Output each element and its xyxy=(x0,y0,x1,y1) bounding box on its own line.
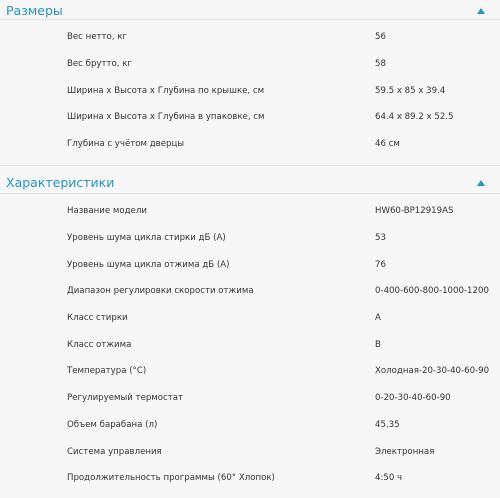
spec-label: Ширина х Высота х Глубина в упаковке, см xyxy=(67,112,265,122)
spec-row xyxy=(0,311,500,338)
spec-value: 64.4 x 89.2 x 52.5 xyxy=(375,112,454,122)
spec-label: Диапазон регулировки скорости отжима xyxy=(67,286,254,296)
spec-label: Глубина с учётом дверцы xyxy=(67,139,185,149)
spec-value: 59.5 x 85 x 39.4 xyxy=(375,86,446,96)
spec-label: Температура (°С) xyxy=(67,366,147,376)
spec-row xyxy=(0,110,500,137)
spec-value: 0-400-600-800-1000-1200 xyxy=(375,286,489,296)
characteristics-section-title: Характеристики xyxy=(6,175,115,190)
spec-label: Продолжительность программы (60° Хлопок) xyxy=(67,473,275,483)
spec-row xyxy=(0,418,500,445)
spec-value: 56 xyxy=(375,32,386,42)
spec-value: 58 xyxy=(375,59,386,69)
spec-label: Ширина х Высота х Глубина по крышке, см xyxy=(67,86,265,96)
spec-label: Вес нетто, кг xyxy=(67,32,127,42)
spec-value: Холодная-20-30-40-60-90 xyxy=(375,366,490,376)
spec-label: Уровень шума цикла отжима дБ (А) xyxy=(67,260,230,270)
spec-value: 46 см xyxy=(375,139,400,149)
chevron-up-icon[interactable] xyxy=(477,8,485,14)
spec-value: 76 xyxy=(375,260,386,270)
spec-label: Класс отжима xyxy=(67,340,132,350)
spec-value: HW60-BP12919AS xyxy=(375,206,454,216)
spec-row xyxy=(0,231,500,258)
spec-row xyxy=(0,258,500,285)
spec-value: Электронная xyxy=(375,447,435,457)
spec-value: 53 xyxy=(375,233,386,243)
spec-label: Название модели xyxy=(67,206,147,216)
spec-row xyxy=(0,445,500,472)
spec-row xyxy=(0,391,500,418)
spec-row xyxy=(0,84,500,111)
spec-label: Объем барабана (л) xyxy=(67,420,158,430)
spec-label: Регулируемый термостат xyxy=(67,393,184,403)
divider xyxy=(0,19,500,20)
spec-row xyxy=(0,30,500,57)
spec-row xyxy=(0,364,500,391)
spec-row xyxy=(0,284,500,311)
divider xyxy=(0,165,500,166)
spec-value: 45.35 xyxy=(375,420,400,430)
spec-value: 4:50 ч xyxy=(375,473,403,483)
spec-value: A xyxy=(375,313,381,323)
spec-value: 0-20-30-40-60-90 xyxy=(375,393,451,403)
spec-row xyxy=(0,338,500,365)
spec-value: B xyxy=(375,340,381,350)
spec-row xyxy=(0,57,500,84)
spec-label: Класс стирки xyxy=(67,313,128,323)
characteristics-section-header[interactable] xyxy=(0,174,500,194)
spec-label: Уровень шума цикла стирки дБ (А) xyxy=(67,233,226,243)
spec-row xyxy=(0,204,500,231)
spec-label: Система управления xyxy=(67,447,162,457)
chevron-up-icon[interactable] xyxy=(477,180,485,186)
spec-row xyxy=(0,137,500,164)
dimensions-section-title: Размеры xyxy=(6,3,63,18)
divider xyxy=(0,193,500,194)
spec-label: Вес брутто, кг xyxy=(67,59,132,69)
spec-row xyxy=(0,471,500,498)
